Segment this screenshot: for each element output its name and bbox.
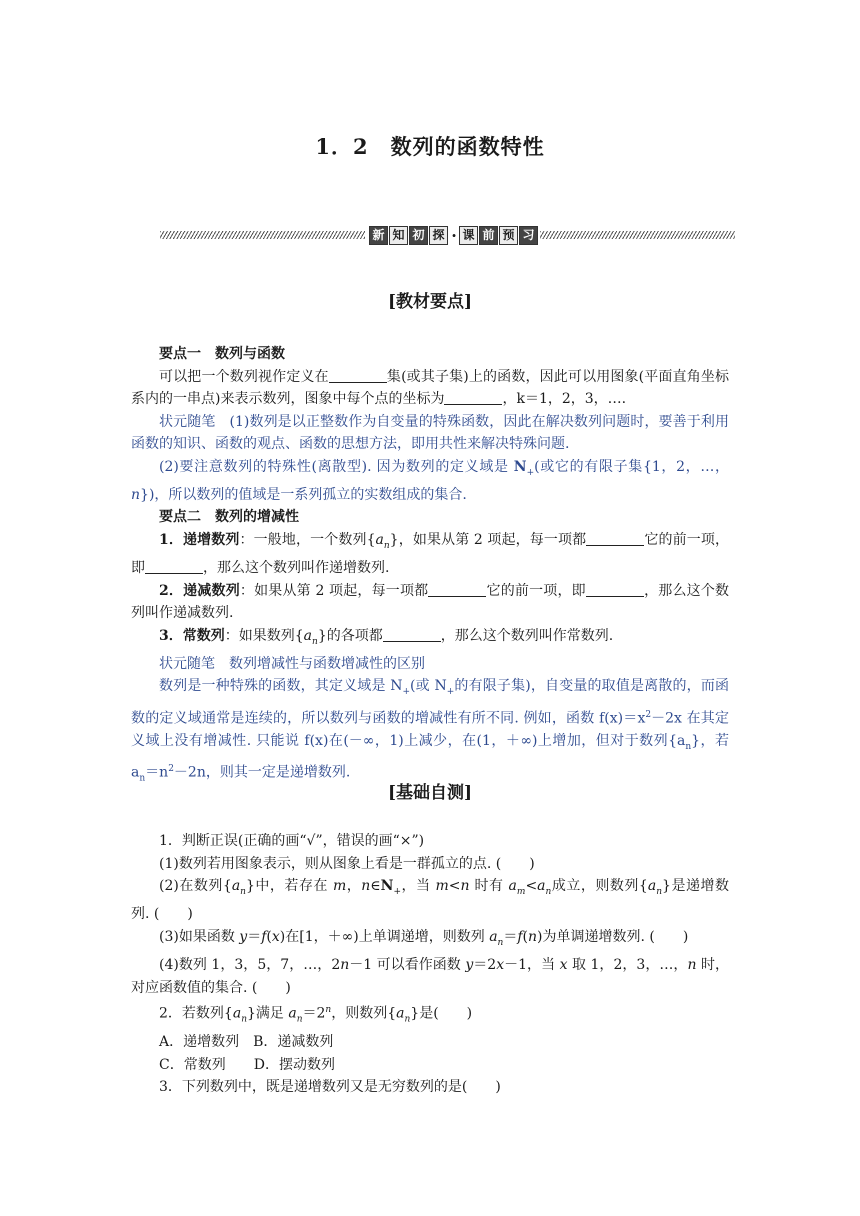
symbol: N	[380, 878, 394, 894]
text: }的各项都	[317, 627, 383, 644]
key-points-body	[131, 343, 729, 790]
text: }满足	[246, 1005, 289, 1022]
label: 3．常数列	[159, 627, 225, 644]
text: －2n，则其一定是递增数列.	[173, 764, 351, 781]
symbol: a	[489, 928, 498, 945]
text: 它的前一项，即	[131, 531, 729, 577]
text: ，	[346, 878, 362, 894]
symbol: n	[361, 878, 371, 894]
note-paragraph	[131, 675, 729, 790]
question-1-item-3: (3)如果函数 y＝f(x)在[1，＋∞)上单调递增，则数列 $a_n=f(n)$为单调递增数列. ( )	[159, 928, 689, 948]
label: 2．递减数列	[159, 582, 240, 599]
symbol: n	[404, 1014, 411, 1025]
section-banner	[160, 225, 735, 245]
question-1-item-2: (2)在数列$\{a_n\}$中，若存在 m，$n\in N_+$，当 m<n 时有 $a_m<a_n$成立，则数列$\{a_n\}$是递增数列. ( )	[131, 878, 729, 923]
symbol: n	[340, 957, 350, 974]
symbol: y	[465, 957, 474, 974]
symbol: n	[139, 773, 146, 784]
symbol: +	[402, 687, 411, 698]
page-title: 1．2 数列的函数特性	[315, 134, 545, 159]
text: 的有限子集)，自变量的取值是离散的，而函数的定义域通常是连续的，所以数列与函数的增减性有所不同. 例如，函数 f(x)＝x	[131, 678, 729, 727]
banner-tag: 探	[429, 226, 448, 245]
text: －1，当	[504, 957, 560, 974]
text: (4)数列 1，3，5，7，…，2	[159, 957, 341, 974]
symbol: n	[131, 486, 141, 503]
point-heading: 要点一 数列与函数	[159, 346, 285, 362]
text: －2x 在其定义域上没有增减性. 只能说 f(x)在(－∞，1)上减少，在(1，＋∞)上增加，但对于数列{a	[131, 710, 729, 749]
banner-tag: 前	[479, 226, 498, 245]
text: ＝	[247, 928, 262, 945]
text: 取 1，2，3，…，	[567, 957, 688, 974]
text: ，当	[401, 878, 436, 894]
text: ，那么这个数列叫作递减数列.	[131, 582, 730, 622]
option-b[interactable]: B．递减数列	[253, 1034, 334, 1051]
option-c[interactable]: C．常数列	[159, 1056, 226, 1073]
text: 可以把一个数列视作定义在	[159, 368, 329, 385]
text: }，如果从第 2 项起，每一项都	[389, 531, 587, 548]
text: (或 N	[410, 678, 447, 695]
question-1-item-1: (1)数列若用图象表示，则从图象上看是一群孤立的点. ( )	[159, 855, 535, 872]
text: 时有	[469, 878, 509, 894]
question-3: 3．下列数列中，既是递增数列又是无穷数列的是( )	[159, 1079, 501, 1096]
symbol: n	[545, 886, 552, 897]
symbol: n	[296, 1014, 303, 1025]
symbol: m	[435, 878, 449, 894]
text: 时，对应函数值的集合. ( )	[131, 957, 729, 996]
symbol: +	[393, 886, 401, 897]
text: －1 可以看作函数	[349, 957, 466, 974]
text: 在[1，＋∞)上单调递增，则数列	[285, 928, 490, 945]
symbol: n	[687, 957, 697, 974]
self-test-body	[131, 830, 729, 1099]
text: 集(或其子集)上的函数，因此可以用图象(平面直角坐标系内的一串点)来表示数列，图象中每个点的坐标为	[131, 368, 730, 407]
symbol: a	[375, 531, 384, 548]
symbol: N	[513, 458, 527, 475]
banner-hatch-left	[160, 231, 365, 239]
text: }，若 a	[131, 732, 729, 781]
symbol: a	[396, 1005, 405, 1022]
text: 它的前一项，即	[486, 582, 586, 599]
text: }是递增数列. ( )	[131, 878, 729, 923]
symbol: f	[517, 928, 523, 945]
note-paragraph	[131, 456, 729, 507]
text: 为单调递增数列. ( )	[542, 928, 689, 945]
definition-decreasing	[131, 580, 729, 625]
fill-blank	[586, 531, 644, 546]
text: ：一般地，一个数列{	[239, 531, 376, 548]
banner-tag: 新	[369, 226, 388, 245]
fill-blank	[444, 390, 502, 405]
option-d[interactable]: D．摆动数列	[253, 1056, 335, 1073]
question-1-item-4	[131, 954, 729, 999]
point-heading: 要点二 数列的增减性	[159, 509, 299, 526]
symbol: +	[526, 467, 535, 478]
symbol: x	[271, 928, 280, 945]
symbol: n	[383, 540, 390, 551]
note-paragraph: 状元随笔 (1)数列是以正整数作为自变量的特殊函数，因此在解决数列问题时，要善于利用函数的知识、函数的观点、函数的思想方法，即用共性来解决特殊问题.	[131, 413, 729, 452]
symbol: n	[241, 1014, 247, 1025]
symbol: a	[537, 878, 546, 894]
text: ∈	[370, 878, 381, 894]
paragraph	[131, 366, 729, 411]
fill-blank	[329, 368, 387, 383]
symbol: n	[325, 1005, 332, 1016]
fill-blank	[145, 559, 203, 574]
symbol: y	[239, 928, 248, 945]
fill-blank	[428, 582, 486, 597]
text: }中，若存在	[245, 878, 333, 894]
text: ，那么这个数列叫作递增数列.	[203, 560, 390, 577]
symbol: n	[685, 741, 692, 752]
symbol: n	[656, 886, 663, 897]
text: ＝n	[145, 764, 169, 781]
symbol: x	[496, 957, 505, 974]
symbol: a	[647, 878, 657, 894]
symbol: a	[231, 878, 241, 894]
symbol: x	[559, 957, 568, 974]
banner-tag: 知	[389, 226, 408, 245]
symbol: m	[332, 878, 347, 894]
question-2-options-row-1	[131, 1031, 729, 1054]
text: 2．若数列{	[159, 1005, 233, 1022]
symbol: n	[497, 937, 504, 948]
text: (3)如果函数	[159, 928, 240, 945]
symbol: m	[516, 886, 526, 897]
text: 数列是一种特殊的函数，其定义域是 N	[159, 678, 403, 695]
symbol: 2	[168, 764, 174, 775]
symbol: a	[288, 1005, 297, 1022]
text: ，那么这个数列叫作常数列.	[440, 627, 614, 644]
text: (2)要注意数列的特殊性(离散型). 因为数列的定义域是	[159, 458, 514, 475]
option-a[interactable]: A．递增数列	[159, 1034, 240, 1051]
symbol: a	[232, 1005, 242, 1022]
banner-tags	[369, 225, 539, 245]
section-heading-key-points: [教材要点]	[387, 292, 473, 312]
banner-hatch-right	[540, 231, 735, 239]
symbol: n	[312, 636, 318, 647]
text: ：如果数列{	[224, 627, 304, 644]
banner-tag: 预	[499, 226, 518, 245]
symbol: a	[303, 627, 313, 644]
fill-blank	[383, 627, 441, 642]
symbol: f	[261, 928, 267, 945]
text: (2)在数列{	[159, 878, 232, 894]
text: ，则数列{	[331, 1005, 397, 1022]
banner-dot: ·	[451, 225, 457, 245]
fill-blank	[586, 582, 644, 597]
symbol: +	[446, 687, 455, 698]
question-2-options-row-2	[131, 1054, 729, 1077]
text: ＝2	[302, 1005, 326, 1022]
definition-constant	[131, 625, 729, 653]
banner-tag: 初	[409, 226, 428, 245]
question-2	[131, 999, 729, 1031]
section-heading-self-test: [基础自测]	[387, 783, 473, 803]
text: 成立，则数列{	[551, 878, 648, 894]
symbol: a	[508, 878, 517, 894]
text: (或它的有限子集{1，2，…，	[534, 458, 729, 475]
text: ：如果从第 2 项起，每一项都	[239, 582, 429, 599]
label: 1．递增数列	[159, 531, 240, 548]
banner-tag: 习	[519, 226, 538, 245]
text: }是( )	[410, 1005, 473, 1022]
question-1: 1．判断正误(正确的画“√”，错误的画“×”)	[159, 833, 425, 849]
banner-tag: 课	[459, 226, 478, 245]
note-title: 状元随笔 数列增减性与函数增减性的区别	[159, 655, 425, 672]
symbol: n	[528, 928, 538, 945]
text: ，k＝1，2，3，….	[502, 391, 627, 407]
text: ＝2	[473, 957, 497, 974]
symbol: n	[460, 878, 470, 894]
text: })，所以数列的值域是一系列孤立的实数组成的集合.	[140, 486, 467, 503]
symbol: n	[240, 886, 246, 897]
symbol: 2	[645, 709, 652, 720]
definition-increasing	[131, 529, 729, 580]
